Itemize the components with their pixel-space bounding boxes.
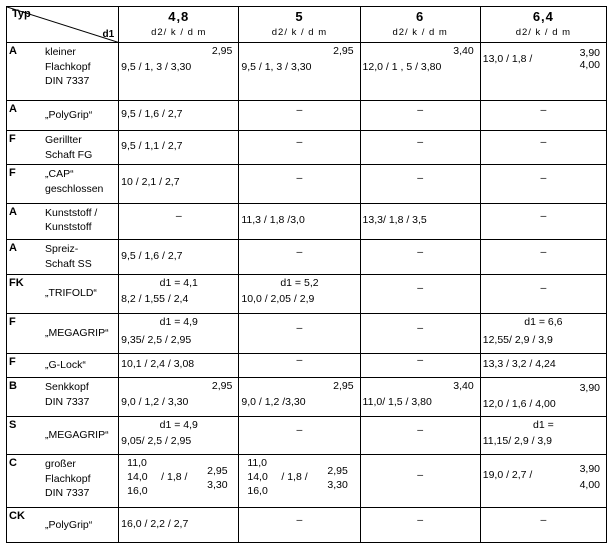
value-line: 11,3 / 1,8 /3,0: [241, 213, 305, 226]
dimension-label: d2/ k / d m: [392, 27, 448, 38]
value-line: 9,35/ 2,5 / 2,95: [121, 333, 192, 346]
type-description: [45, 286, 97, 301]
description-line: geschlossen: [45, 182, 104, 195]
header-row: [7, 7, 607, 43]
value-cell: [480, 275, 606, 313]
value-line: 10,0 / 2,05 / 2,9: [241, 293, 315, 306]
type-description: [45, 133, 92, 162]
value-cell: [119, 275, 239, 313]
value-cell: [480, 203, 606, 239]
empty-dash: –: [417, 136, 424, 149]
description-line: Schaft FG: [45, 148, 93, 161]
empty-dash: –: [296, 354, 303, 367]
description-line: Senkkopf: [45, 381, 89, 394]
value-cell: [360, 313, 480, 353]
empty-dash: –: [417, 354, 424, 367]
description-line: Flachkopf: [45, 472, 91, 485]
value-line: 3,30: [327, 479, 348, 492]
value-cell: [480, 455, 606, 507]
empty-dash: –: [296, 103, 303, 116]
type-code: F: [9, 167, 16, 180]
value-cell: [480, 131, 606, 165]
description-line: DIN 7337: [45, 487, 90, 500]
value-line: 3,40: [453, 380, 474, 393]
value-line: 2,95: [211, 380, 233, 393]
description-line: Schaft SS: [45, 257, 92, 270]
description-line: DIN 7337: [45, 75, 90, 88]
value-line: d1 = 4,9: [159, 315, 198, 328]
value-line: 2,95: [327, 465, 348, 478]
table-row: [7, 354, 607, 378]
empty-dash: –: [296, 321, 303, 334]
value-line: 3,90: [579, 382, 600, 395]
type-code: B: [9, 380, 17, 393]
description-line: „MEGAGRIP“: [45, 428, 109, 441]
empty-dash: –: [540, 282, 547, 295]
value-cell: [119, 165, 239, 203]
empty-dash: –: [540, 209, 547, 222]
row-header: [7, 43, 119, 101]
value-line: 8,2 / 1,55 / 2,4: [121, 293, 189, 306]
type-description: [45, 167, 103, 196]
value-cell: [360, 354, 480, 378]
value-line: 11,0: [127, 457, 147, 470]
description-line: Kunststoff /: [45, 206, 98, 219]
type-description: [45, 380, 89, 409]
type-description: [45, 518, 92, 533]
value-cell: [239, 131, 360, 165]
value-line: d1 = 5,2: [280, 277, 319, 290]
value-cell: [480, 354, 606, 378]
empty-dash: –: [540, 513, 547, 526]
value-line: 19,0 / 2,7 /: [482, 469, 533, 482]
value-line: 9,5 / 1, 3 / 3,30: [121, 61, 192, 74]
value-cell: [360, 100, 480, 130]
table-row: [7, 455, 607, 507]
spec-table: [6, 6, 607, 543]
empty-dash: –: [296, 246, 303, 259]
value-line: 12,0 / 1 , 5 / 3,80: [362, 61, 442, 74]
value-cell: [480, 43, 606, 101]
value-line: 11,0/ 1,5 / 3,80: [362, 396, 432, 409]
type-description: [45, 108, 92, 123]
value-cell: [239, 275, 360, 313]
value-cell: [360, 131, 480, 165]
value-line: 13,3/ 1,8 / 3,5: [362, 213, 427, 226]
size-label: 6: [416, 9, 425, 24]
description-line: Spreiz-: [45, 243, 79, 256]
row-header: [7, 165, 119, 203]
type-description: [45, 457, 91, 501]
value-cell: [360, 240, 480, 275]
value-cell: [119, 507, 239, 542]
type-code: F: [9, 133, 16, 146]
empty-dash: –: [417, 246, 424, 259]
size-label: 4,8: [168, 9, 190, 24]
value-line: 16,0: [127, 485, 148, 498]
dimension-label: d2/ k / d m: [515, 27, 572, 38]
value-line: 3,90: [579, 463, 600, 476]
size-header-4-8: [119, 7, 239, 43]
spec-table-sheet: [6, 6, 607, 543]
value-line: 9,0 / 1,2 /3,30: [241, 396, 306, 409]
value-cell: [360, 203, 480, 239]
value-line: 12,0 / 1,6 / 4,00: [482, 398, 556, 411]
empty-dash: –: [417, 103, 424, 116]
value-line: 4,00: [579, 479, 600, 492]
value-cell: [239, 313, 360, 353]
description-line: Kunststoff: [45, 221, 92, 234]
value-line: 10,1 / 2,4 / 3,08: [121, 358, 195, 371]
value-cell: [119, 131, 239, 165]
value-line: 13,0 / 1,8 /: [482, 53, 533, 66]
type-code: S: [9, 418, 17, 431]
empty-dash: –: [417, 423, 424, 436]
type-code: F: [9, 315, 16, 328]
empty-dash: –: [296, 172, 303, 185]
row-header: [7, 275, 119, 313]
value-line: 2,95: [211, 45, 233, 58]
empty-dash: –: [417, 469, 424, 482]
table-row: [7, 165, 607, 203]
value-line: 3,90: [579, 47, 600, 60]
value-cell: [239, 43, 360, 101]
type-description: [45, 206, 97, 235]
value-line: 9,5 / 1,1 / 2,7: [121, 140, 183, 153]
row-header: [7, 100, 119, 130]
value-line: d1 = 4,1: [159, 277, 198, 290]
type-code: FK: [9, 277, 24, 290]
table-row: [7, 313, 607, 353]
row-header: [7, 131, 119, 165]
type-code: A: [9, 102, 17, 115]
empty-dash: –: [175, 209, 182, 222]
type-description: [45, 326, 109, 341]
description-line: „PolyGrip“: [45, 108, 93, 121]
value-cell: [480, 240, 606, 275]
empty-dash: –: [417, 321, 424, 334]
value-cell: [239, 416, 360, 454]
value-cell: [119, 43, 239, 101]
value-cell: [119, 455, 239, 507]
value-cell: [360, 275, 480, 313]
empty-dash: –: [417, 513, 424, 526]
value-line: 2,95: [333, 380, 354, 393]
value-cell: [360, 43, 480, 101]
size-label: 6,4: [532, 9, 554, 24]
value-cell: [360, 507, 480, 542]
type-code: CK: [9, 509, 25, 522]
description-line: „PolyGrip“: [45, 518, 93, 531]
table-row: [7, 275, 607, 313]
type-code: A: [9, 205, 17, 218]
value-cell: [119, 313, 239, 353]
value-line: 13,3 / 3,2 / 4,24: [482, 358, 556, 371]
value-line: 10 / 2,1 / 2,7: [121, 176, 180, 189]
value-cell: [480, 100, 606, 130]
type-description: [45, 358, 86, 373]
value-line: 11,0: [247, 457, 268, 470]
value-cell: [360, 165, 480, 203]
description-line: „TRIFOLD“: [45, 287, 97, 300]
value-cell: [239, 354, 360, 378]
value-line: / 1,8 /: [161, 471, 188, 484]
value-line: 9,5 / 1,6 / 2,7: [121, 107, 183, 120]
empty-dash: –: [540, 246, 547, 259]
size-header-6: [360, 7, 480, 43]
empty-dash: –: [296, 513, 303, 526]
value-line: 9,5 / 1,6 / 2,7: [121, 250, 183, 263]
value-cell: [360, 455, 480, 507]
value-line: / 1,8 /: [281, 471, 308, 484]
value-cell: [239, 100, 360, 130]
value-cell: [119, 203, 239, 239]
row-header: [7, 507, 119, 542]
value-line: 2,95: [207, 465, 228, 478]
value-line: 3,30: [207, 479, 228, 492]
value-cell: [119, 416, 239, 454]
value-line: 9,5 / 1, 3 / 3,30: [241, 61, 312, 74]
row-header: [7, 378, 119, 416]
value-cell: [239, 165, 360, 203]
table-row: [7, 378, 607, 416]
table-row: [7, 203, 607, 239]
typ-d1-header: [7, 7, 119, 43]
empty-dash: –: [540, 136, 547, 149]
table-body: [7, 43, 607, 543]
description-line: Flachkopf: [45, 60, 91, 73]
value-cell: [360, 378, 480, 416]
row-header: [7, 313, 119, 353]
row-header: [7, 203, 119, 239]
row-header: [7, 455, 119, 507]
table-row: [7, 416, 607, 454]
type-code: F: [9, 356, 16, 369]
empty-dash: –: [417, 172, 424, 185]
row-header: [7, 354, 119, 378]
description-line: DIN 7337: [45, 395, 90, 408]
table-row: [7, 131, 607, 165]
description-line: Gerillter: [45, 134, 82, 147]
value-line: 9,05/ 2,5 / 2,95: [121, 434, 192, 447]
row-header: [7, 240, 119, 275]
value-cell: [360, 416, 480, 454]
type-description: [45, 428, 109, 443]
value-cell: [119, 240, 239, 275]
value-cell: [239, 507, 360, 542]
value-line: 16,0: [247, 485, 268, 498]
empty-dash: –: [296, 136, 303, 149]
value-line: 2,95: [333, 45, 354, 58]
value-cell: [480, 313, 606, 353]
value-line: 11,15/ 2,9 / 3,9: [482, 434, 553, 447]
type-code: A: [9, 242, 17, 255]
table-row: [7, 43, 607, 101]
value-cell: [239, 203, 360, 239]
description-line: „MEGAGRIP“: [45, 326, 109, 339]
value-line: d1 = 6,6: [524, 315, 563, 328]
value-cell: [239, 455, 360, 507]
dimension-label: d2/ k / d m: [151, 27, 207, 38]
value-line: 4,00: [579, 59, 600, 72]
size-label: 5: [295, 9, 304, 24]
row-header: [7, 416, 119, 454]
empty-dash: –: [417, 282, 424, 295]
value-cell: [119, 354, 239, 378]
table-row: [7, 240, 607, 275]
value-line: d1 =: [533, 418, 554, 431]
type-code: C: [9, 457, 17, 470]
value-cell: [480, 378, 606, 416]
description-line: großer: [45, 458, 76, 471]
description-line: „G-Lock“: [45, 359, 86, 372]
typ-label: Typ: [12, 8, 31, 20]
description-line: „CAP“: [45, 168, 74, 181]
empty-dash: –: [296, 423, 303, 436]
description-line: kleiner: [45, 46, 76, 59]
value-line: 3,40: [453, 45, 474, 58]
value-cell: [239, 378, 360, 416]
value-cell: [119, 378, 239, 416]
table-row: [7, 100, 607, 130]
dimension-label: d2/ k / d m: [271, 27, 328, 38]
value-cell: [480, 507, 606, 542]
value-cell: [480, 416, 606, 454]
type-code: A: [9, 45, 17, 58]
value-line: 12,55/ 2,9 / 3,9: [482, 333, 553, 346]
value-cell: [119, 100, 239, 130]
value-line: 9,0 / 1,2 / 3,30: [121, 396, 189, 409]
size-header-5: [239, 7, 360, 43]
table-row: [7, 507, 607, 542]
value-cell: [239, 240, 360, 275]
value-cell: [480, 165, 606, 203]
empty-dash: –: [540, 172, 547, 185]
empty-dash: –: [540, 103, 547, 116]
value-line: 14,0: [127, 471, 148, 484]
d1-label: d1: [102, 29, 115, 41]
value-line: d1 = 4,9: [159, 418, 198, 431]
value-line: 14,0: [247, 471, 268, 484]
type-description: [45, 45, 91, 89]
size-header-6-4: [480, 7, 606, 43]
type-description: [45, 242, 92, 271]
value-line: 16,0 / 2,2 / 2,7: [121, 517, 189, 530]
